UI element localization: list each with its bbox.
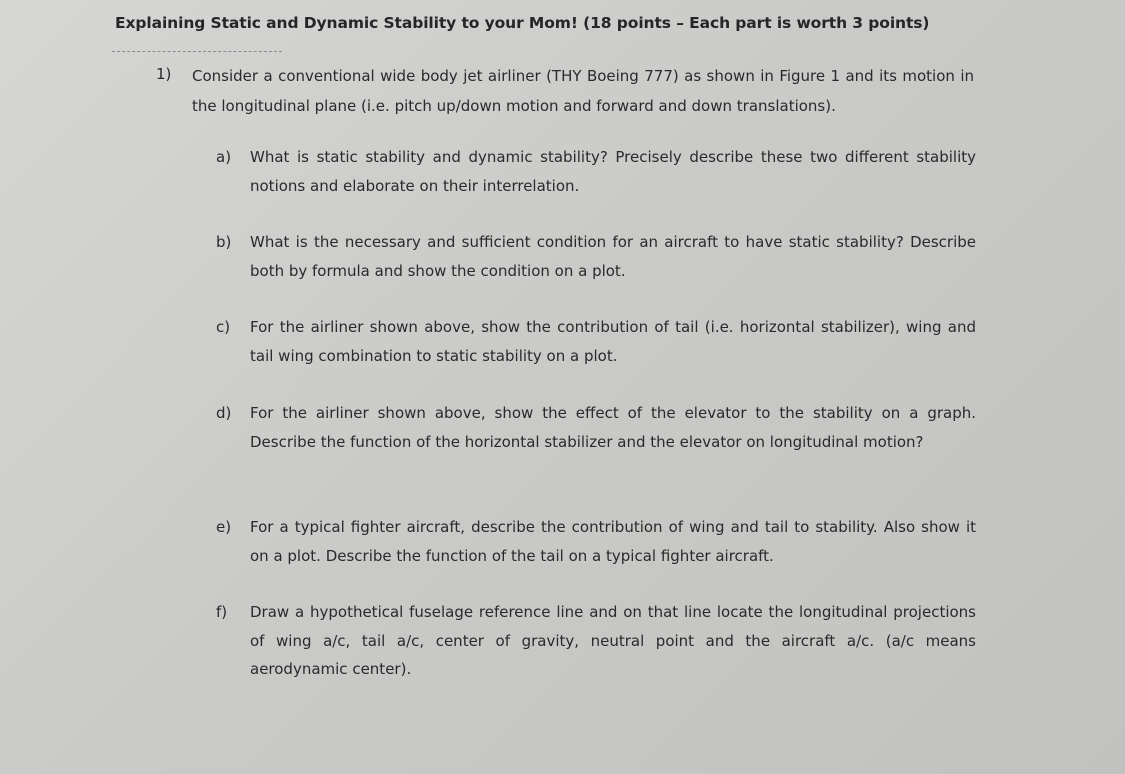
question-text: Consider a conventional wide body jet airliner (THY Boeing 777) as shown in Figure 1 and its motion in the longitudinal plane (i.e. pitch up/down motion and forward and down translations). <box>192 67 974 115</box>
part-b-text: What is the necessary and sufficient condition for an aircraft to have static stability? Describe both by formula and show the condition on a plot. <box>250 233 976 280</box>
question-number: 1) <box>156 65 172 83</box>
part-e <box>216 513 976 570</box>
part-e-letter: e) <box>216 518 232 536</box>
part-d <box>216 399 976 456</box>
title-underline <box>112 51 282 52</box>
part-b <box>216 228 976 285</box>
part-a-text: What is static stability and dynamic stability? Precisely describe these two different stability notions and elaborate on their interrelation. <box>250 148 976 195</box>
part-f-letter: f) <box>216 603 228 621</box>
part-d-text: For the airliner shown above, show the effect of the elevator to the stability on a graph. Describe the function of the horizontal stabilizer and the elevator on longitudinal motion? <box>250 404 976 451</box>
document-title: Explaining Static and Dynamic Stability to your Mom! (18 points – Each part is worth 3 points) <box>115 14 930 32</box>
part-b-letter: b) <box>216 233 232 251</box>
part-c-text: For the airliner shown above, show the contribution of tail (i.e. horizontal stabilizer), wing and tail wing combination to static stability on a plot. <box>250 318 976 365</box>
part-a-letter: a) <box>216 148 232 166</box>
part-a <box>216 143 976 200</box>
part-d-letter: d) <box>216 404 232 422</box>
part-c-letter: c) <box>216 318 231 336</box>
part-c <box>216 313 976 370</box>
part-e-text: For a typical fighter aircraft, describe the contribution of wing and tail to stability. Also show it on a plot. Describe the function of the tail on a typical fighter aircraft. <box>250 518 976 565</box>
part-f-text: Draw a hypothetical fuselage reference line and on that line locate the longitudinal projections of wing a/c, tail a/c, center of gravity, neutral point and the aircraft a/c. (a/c means aerodynamic center). <box>250 603 976 678</box>
part-f <box>216 598 976 684</box>
